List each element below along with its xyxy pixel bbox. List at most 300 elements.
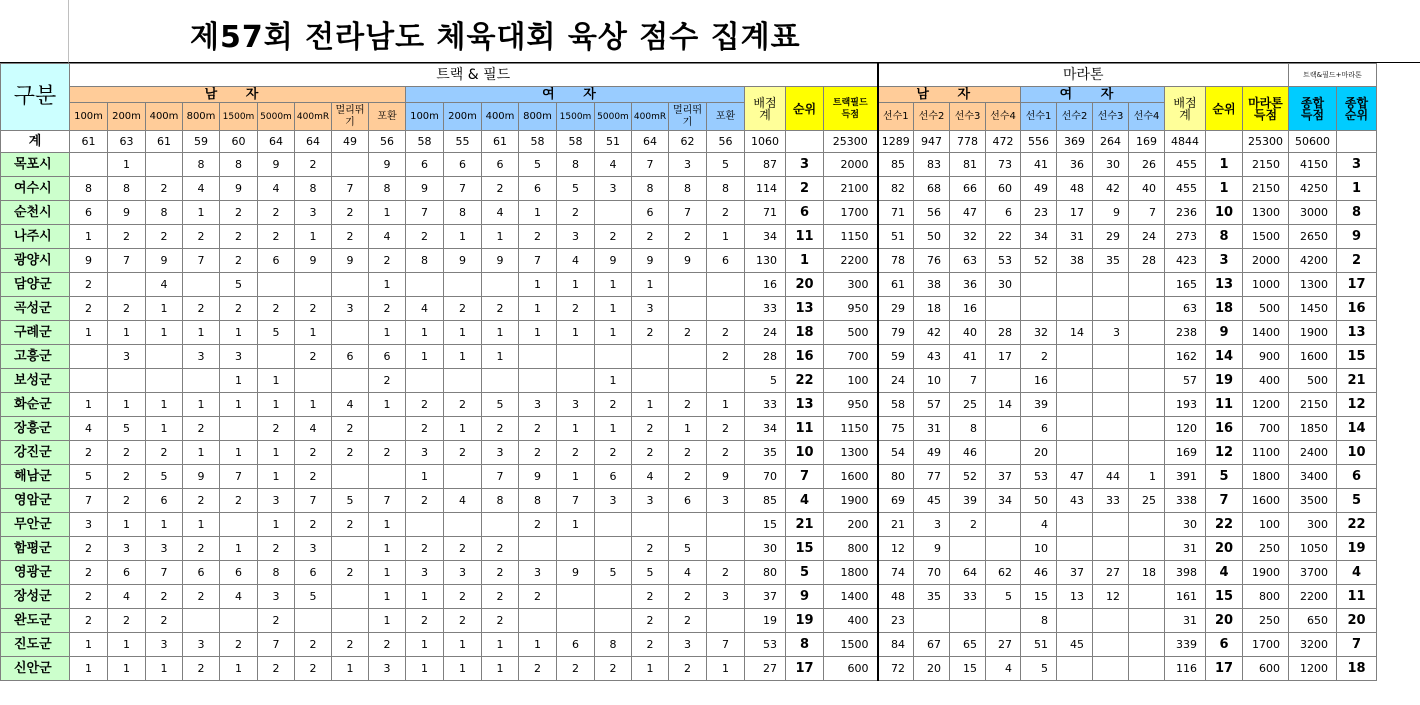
table-cell: 1: [258, 513, 295, 537]
table-cell: 2: [108, 489, 146, 513]
table-cell: 45: [1057, 633, 1093, 657]
table-cell: 8: [220, 153, 258, 177]
table-cell: 1: [146, 513, 183, 537]
table-cell: 1150: [824, 417, 878, 441]
table-cell: [1021, 273, 1057, 297]
table-cell: 2: [950, 513, 986, 537]
table-cell: [1129, 393, 1165, 417]
table-cell: 6: [146, 489, 183, 513]
table-row: [1, 561, 1377, 585]
table-cell: 58: [878, 393, 914, 417]
table-cell: 28: [986, 321, 1021, 345]
table-cell: 22: [786, 369, 824, 393]
table-cell: 700: [824, 345, 878, 369]
table-cell: 7: [707, 633, 745, 657]
table-cell: [295, 273, 332, 297]
table-cell: 9: [183, 465, 220, 489]
table-cell: 9: [707, 465, 745, 489]
table-cell: [950, 537, 986, 561]
table-cell: 2: [444, 585, 482, 609]
table-cell: 2000: [824, 153, 878, 177]
table-cell: 12: [1093, 585, 1129, 609]
totals-cell: 55: [444, 131, 482, 153]
table-cell: 25: [950, 393, 986, 417]
table-cell: 2: [482, 585, 519, 609]
table-cell: [595, 585, 632, 609]
gubun-header: 구분: [1, 64, 70, 131]
table-cell: 3: [406, 561, 444, 585]
table-cell: 1300: [824, 441, 878, 465]
table-cell: 1: [595, 417, 632, 441]
table-cell: [595, 345, 632, 369]
table-cell: 17: [1057, 201, 1093, 225]
marathon-male-runner-3: 선수4: [986, 103, 1021, 131]
table-cell: 1700: [1243, 633, 1289, 657]
table-cell: 1: [70, 393, 108, 417]
table-cell: 1800: [1243, 465, 1289, 489]
table-cell: 13: [786, 393, 824, 417]
table-cell: 2: [70, 273, 108, 297]
table-cell: 1: [595, 297, 632, 321]
table-cell: 4: [632, 465, 669, 489]
table-cell: 63: [1165, 297, 1206, 321]
table-cell: 2400: [1289, 441, 1337, 465]
table-cell: [183, 609, 220, 633]
table-cell: 2150: [1289, 393, 1337, 417]
city-name: 함평군: [1, 537, 70, 561]
table-cell: 29: [878, 297, 914, 321]
table-cell: 236: [1165, 201, 1206, 225]
table-cell: 1600: [824, 465, 878, 489]
table-cell: 9: [557, 561, 595, 585]
table-cell: 75: [878, 417, 914, 441]
table-cell: 1: [108, 393, 146, 417]
table-cell: 1: [70, 657, 108, 681]
totals-cell: 264: [1093, 131, 1129, 153]
table-cell: 8: [557, 153, 595, 177]
table-cell: 2: [519, 657, 557, 681]
totals-cell: 61: [482, 131, 519, 153]
table-cell: 35: [1093, 249, 1129, 273]
table-cell: 169: [1165, 441, 1206, 465]
table-cell: 3: [108, 537, 146, 561]
table-cell: 3: [519, 393, 557, 417]
table-row: [1, 153, 1377, 177]
table-cell: 13: [786, 297, 824, 321]
title-left-cell: [0, 0, 69, 63]
table-row: [1, 513, 1377, 537]
table-cell: 1: [444, 321, 482, 345]
event-female-0: 100m: [406, 103, 444, 131]
table-cell: 2: [332, 633, 369, 657]
table-cell: 2: [669, 393, 707, 417]
table-cell: 2: [220, 489, 258, 513]
table-cell: 5: [595, 561, 632, 585]
table-cell: 2: [519, 225, 557, 249]
table-cell: 40: [1129, 177, 1165, 201]
table-cell: 1: [557, 465, 595, 489]
table-cell: 31: [1057, 225, 1093, 249]
city-name: 구례군: [1, 321, 70, 345]
table-cell: 7: [332, 177, 369, 201]
table-cell: 84: [878, 633, 914, 657]
table-cell: 2: [406, 537, 444, 561]
table-row: [1, 417, 1377, 441]
table-cell: 2: [70, 441, 108, 465]
marathon-male-runner-0: 선수1: [878, 103, 914, 131]
totals-cell: 947: [914, 131, 950, 153]
table-cell: 2: [444, 609, 482, 633]
totals-cell: 64: [295, 131, 332, 153]
table-cell: 1: [146, 657, 183, 681]
table-cell: 1: [70, 225, 108, 249]
table-cell: 59: [878, 345, 914, 369]
table-cell: 4: [444, 489, 482, 513]
table-cell: 18: [914, 297, 950, 321]
table-cell: 2: [258, 417, 295, 441]
track-field-header: 트랙 & 필드: [70, 64, 878, 87]
table-cell: 19: [1206, 369, 1243, 393]
table-row: [1, 297, 1377, 321]
table-cell: 7: [258, 633, 295, 657]
table-cell: 2: [519, 441, 557, 465]
table-cell: 9: [444, 249, 482, 273]
table-cell: 400: [1243, 369, 1289, 393]
total-rank-label: 종합순위: [1344, 95, 1369, 122]
totals-cell: 58: [557, 131, 595, 153]
city-name: 순천시: [1, 201, 70, 225]
table-cell: 100: [824, 369, 878, 393]
table-row: [1, 657, 1377, 681]
table-cell: 5: [632, 561, 669, 585]
table-cell: [1129, 321, 1165, 345]
table-cell: 1050: [1289, 537, 1337, 561]
table-cell: 64: [950, 561, 986, 585]
table-cell: [1093, 345, 1129, 369]
table-cell: [595, 609, 632, 633]
table-cell: 9: [632, 249, 669, 273]
table-cell: 87: [745, 153, 786, 177]
table-cell: 52: [950, 465, 986, 489]
city-name: 목포시: [1, 153, 70, 177]
table-cell: 47: [1057, 465, 1093, 489]
city-name: 완도군: [1, 609, 70, 633]
table-cell: 2: [595, 393, 632, 417]
table-cell: 800: [1243, 585, 1289, 609]
table-cell: 3: [786, 153, 824, 177]
table-cell: 46: [950, 441, 986, 465]
table-cell: 300: [1289, 513, 1337, 537]
table-cell: 1900: [824, 489, 878, 513]
table-cell: 53: [1021, 465, 1057, 489]
table-cell: 3: [669, 633, 707, 657]
table-cell: 10: [1021, 537, 1057, 561]
table-cell: 1: [482, 657, 519, 681]
page-title: 제57회 전라남도 체육대회 육상 점수 집계표: [190, 20, 801, 55]
table-cell: 16: [1337, 297, 1377, 321]
table-cell: [1129, 417, 1165, 441]
table-cell: 950: [824, 393, 878, 417]
table-cell: 2: [707, 321, 745, 345]
table-cell: 1: [707, 393, 745, 417]
table-cell: 7: [1206, 489, 1243, 513]
table-cell: 51: [1021, 633, 1057, 657]
table-cell: 2: [444, 393, 482, 417]
marathon-male-runner-2: 선수3: [950, 103, 986, 131]
table-cell: [595, 537, 632, 561]
table-cell: [519, 369, 557, 393]
table-cell: [519, 609, 557, 633]
table-cell: 5: [295, 585, 332, 609]
table-cell: 1: [1129, 465, 1165, 489]
table-cell: 2: [258, 609, 295, 633]
table-cell: 79: [878, 321, 914, 345]
table-cell: [220, 609, 258, 633]
table-cell: 37: [745, 585, 786, 609]
table-cell: 2: [332, 561, 369, 585]
table-cell: [1057, 369, 1093, 393]
table-cell: 3: [444, 561, 482, 585]
table-cell: 250: [1243, 537, 1289, 561]
table-cell: [669, 345, 707, 369]
table-cell: 1: [183, 201, 220, 225]
table-cell: 6: [220, 561, 258, 585]
table-cell: 1900: [1289, 321, 1337, 345]
table-cell: 114: [745, 177, 786, 201]
table-cell: 49: [914, 441, 950, 465]
event-female-6: 400mR: [632, 103, 669, 131]
table-cell: 66: [950, 177, 986, 201]
table-cell: [1129, 609, 1165, 633]
table-cell: [1129, 585, 1165, 609]
table-cell: 3: [1206, 249, 1243, 273]
table-cell: 273: [1165, 225, 1206, 249]
totals-label: 계: [1, 131, 70, 153]
totals-cell: 56: [369, 131, 406, 153]
event-female-8: 포환: [707, 103, 745, 131]
table-cell: 9: [482, 249, 519, 273]
table-row: [1, 345, 1377, 369]
table-cell: 34: [745, 417, 786, 441]
table-cell: 5: [986, 585, 1021, 609]
table-cell: 2: [258, 225, 295, 249]
table-cell: 2: [669, 465, 707, 489]
table-cell: 16: [1206, 417, 1243, 441]
table-cell: 1450: [1289, 297, 1337, 321]
table-cell: 23: [878, 609, 914, 633]
table-row: [1, 225, 1377, 249]
table-cell: 3: [108, 345, 146, 369]
table-row: [1, 393, 1377, 417]
table-cell: [70, 345, 108, 369]
table-cell: [1093, 633, 1129, 657]
table-cell: 70: [745, 465, 786, 489]
table-cell: 2: [632, 225, 669, 249]
table-cell: 4200: [1289, 249, 1337, 273]
totals-cell: 25300: [1243, 131, 1289, 153]
table-cell: 6: [557, 633, 595, 657]
table-cell: 53: [986, 249, 1021, 273]
table-cell: 4: [1021, 513, 1057, 537]
event-male-1: 200m: [108, 103, 146, 131]
table-cell: 100: [1243, 513, 1289, 537]
table-cell: 22: [1337, 513, 1377, 537]
table-cell: 5: [332, 489, 369, 513]
table-cell: 13: [1206, 273, 1243, 297]
table-cell: 35: [914, 585, 950, 609]
table-cell: 30: [1093, 153, 1129, 177]
city-name: 보성군: [1, 369, 70, 393]
totals-cell: [1337, 131, 1377, 153]
city-name: 장흥군: [1, 417, 70, 441]
table-cell: 18: [1337, 657, 1377, 681]
table-cell: 1: [406, 345, 444, 369]
table-cell: 2: [519, 513, 557, 537]
table-cell: 8: [519, 489, 557, 513]
tf-score-label: 트랙필드득점: [832, 97, 868, 120]
table-cell: 2: [707, 417, 745, 441]
table-cell: [986, 609, 1021, 633]
table-cell: 338: [1165, 489, 1206, 513]
table-row: [1, 369, 1377, 393]
table-cell: 10: [1206, 201, 1243, 225]
table-cell: 9: [595, 249, 632, 273]
table-cell: [986, 417, 1021, 441]
table-cell: 2: [183, 225, 220, 249]
table-cell: 15: [1337, 345, 1377, 369]
table-row: [1, 201, 1377, 225]
table-cell: 2200: [824, 249, 878, 273]
table-cell: 300: [824, 273, 878, 297]
table-cell: [1129, 441, 1165, 465]
table-cell: 5: [557, 177, 595, 201]
table-cell: 43: [914, 345, 950, 369]
table-cell: 9: [1337, 225, 1377, 249]
table-cell: 7: [220, 465, 258, 489]
table-cell: 19: [1337, 537, 1377, 561]
city-name: 무안군: [1, 513, 70, 537]
table-cell: 2: [295, 513, 332, 537]
table-cell: 2: [786, 177, 824, 201]
table-cell: 1: [108, 153, 146, 177]
table-cell: 3: [557, 225, 595, 249]
table-cell: 2: [632, 321, 669, 345]
table-cell: 28: [745, 345, 786, 369]
table-cell: 2: [595, 225, 632, 249]
table-cell: 7: [108, 249, 146, 273]
table-cell: [146, 369, 183, 393]
table-cell: 2: [482, 297, 519, 321]
table-cell: 161: [1165, 585, 1206, 609]
table-cell: 28: [1129, 249, 1165, 273]
totals-cell: 56: [707, 131, 745, 153]
table-cell: 20: [1206, 609, 1243, 633]
table-cell: 50: [914, 225, 950, 249]
table-cell: 1: [557, 417, 595, 441]
totals-cell: 472: [986, 131, 1021, 153]
table-cell: 33: [745, 393, 786, 417]
table-cell: 120: [1165, 417, 1206, 441]
table-cell: 22: [986, 225, 1021, 249]
table-cell: 80: [878, 465, 914, 489]
table-cell: [986, 369, 1021, 393]
table-cell: 2: [183, 489, 220, 513]
table-cell: 3: [1337, 153, 1377, 177]
table-cell: 1: [632, 657, 669, 681]
baejum-label: 배점계: [753, 95, 777, 122]
table-cell: 9: [406, 177, 444, 201]
totals-cell: 1060: [745, 131, 786, 153]
marathon-male-runner-1: 선수2: [914, 103, 950, 131]
table-cell: 1: [1337, 177, 1377, 201]
score-table: [0, 63, 1377, 681]
city-name: 강진군: [1, 441, 70, 465]
totals-cell: 64: [632, 131, 669, 153]
marathon-baejum-header: [1165, 87, 1206, 131]
table-cell: 1: [183, 393, 220, 417]
table-cell: 2: [669, 657, 707, 681]
table-cell: 6: [70, 201, 108, 225]
table-cell: 77: [914, 465, 950, 489]
table-cell: 2: [669, 441, 707, 465]
table-cell: 1: [295, 225, 332, 249]
table-cell: 1: [183, 513, 220, 537]
table-cell: [1057, 345, 1093, 369]
table-cell: 8: [482, 489, 519, 513]
table-cell: 8: [1021, 609, 1057, 633]
table-cell: 9: [1206, 321, 1243, 345]
table-cell: [1129, 273, 1165, 297]
table-cell: 1: [669, 417, 707, 441]
marathon-baejum-label: 배점계: [1173, 95, 1197, 122]
table-cell: 8: [108, 177, 146, 201]
table-cell: 39: [1021, 393, 1057, 417]
table-cell: 162: [1165, 345, 1206, 369]
table-cell: 3: [1093, 321, 1129, 345]
table-cell: 3400: [1289, 465, 1337, 489]
table-cell: 43: [1057, 489, 1093, 513]
table-cell: 6: [669, 489, 707, 513]
table-cell: 19: [745, 609, 786, 633]
table-cell: 5: [786, 561, 824, 585]
table-cell: 1: [258, 465, 295, 489]
table-cell: 4: [1206, 561, 1243, 585]
event-male-8: 포환: [369, 103, 406, 131]
table-cell: [1129, 369, 1165, 393]
table-cell: 1: [258, 441, 295, 465]
table-cell: 2: [295, 465, 332, 489]
totals-cell: 556: [1021, 131, 1057, 153]
table-cell: [519, 345, 557, 369]
table-cell: 9: [258, 153, 295, 177]
table-cell: 32: [950, 225, 986, 249]
table-cell: 2: [519, 585, 557, 609]
marathon-female-runner-0: 선수1: [1021, 103, 1057, 131]
table-cell: 85: [878, 153, 914, 177]
table-cell: 238: [1165, 321, 1206, 345]
table-cell: 1: [1206, 177, 1243, 201]
table-cell: 5: [108, 417, 146, 441]
table-cell: 62: [986, 561, 1021, 585]
table-cell: 2000: [1243, 249, 1289, 273]
table-cell: 5: [669, 537, 707, 561]
table-cell: [1129, 345, 1165, 369]
table-cell: [632, 369, 669, 393]
city-name: 나주시: [1, 225, 70, 249]
table-cell: [669, 513, 707, 537]
table-cell: 700: [1243, 417, 1289, 441]
table-cell: 36: [1057, 153, 1093, 177]
